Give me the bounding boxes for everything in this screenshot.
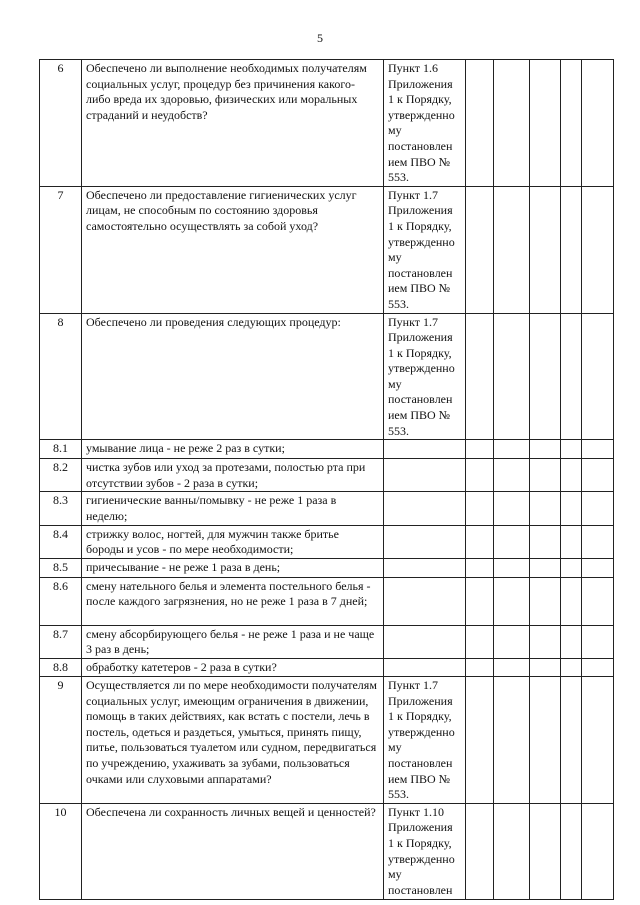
row-number: 8.5 [40, 558, 82, 577]
answer-cell [494, 525, 530, 558]
answer-cell [582, 60, 614, 187]
question-text: Осуществляется ли по мере необходимости получателям социальных услуг, имеющим ограничения в движении, помощь в таких действиях, как встать с постели, лечь в постель, одеться и раздеться, умыться, принять пищу, питье, пользоваться туалетом или судном, передвигаться по учреждению, ухаживать за зубами, пользоваться очками или слуховыми аппаратами? [82, 677, 384, 804]
table-row [40, 558, 614, 577]
question-text: обработку катетеров - 2 раза в сутки? [82, 659, 384, 677]
answer-cell [530, 459, 561, 492]
question-text: стрижку волос, ногтей, для мужчин также бритье бороды и усов - по мере необходимости; [82, 525, 384, 558]
answer-cell [494, 492, 530, 525]
answer-cell [530, 577, 561, 625]
answer-cell [530, 677, 561, 804]
table-row [40, 625, 614, 658]
legal-reference [384, 459, 466, 492]
legal-reference [384, 492, 466, 525]
row-number: 7 [40, 186, 82, 313]
table-row [40, 186, 614, 313]
answer-cell [494, 625, 530, 658]
table-row [40, 440, 614, 459]
question-text: умывание лица - не реже 2 раз в сутки; [82, 440, 384, 459]
question-text: гигиенические ванны/помывку - не реже 1 раза в неделю; [82, 492, 384, 525]
answer-cell [494, 659, 530, 677]
answer-cell [561, 803, 582, 899]
answer-cell [582, 577, 614, 625]
answer-cell [561, 440, 582, 459]
table-row [40, 492, 614, 525]
question-text: чистка зубов или уход за протезами, полостью рта при отсутствии зубов - 2 раза в сутки; [82, 459, 384, 492]
question-text: Обеспечено ли предоставление гигиенических услуг лицам, не способным по состоянию здоровья самостоятельно осуществлять за собой уход? [82, 186, 384, 313]
table-row [40, 459, 614, 492]
legal-reference: Пункт 1.7 Приложения 1 к Порядку, утвержденно му постановлен ием ПВО № 553. [384, 313, 466, 440]
answer-cell [466, 558, 494, 577]
answer-cell [530, 803, 561, 899]
question-text: причесывание - не реже 1 раза в день; [82, 558, 384, 577]
answer-cell [561, 525, 582, 558]
answer-cell [561, 625, 582, 658]
answer-cell [530, 659, 561, 677]
question-text: Обеспечено ли проведения следующих процедур: [82, 313, 384, 440]
answer-cell [466, 440, 494, 459]
row-number: 8.1 [40, 440, 82, 459]
answer-cell [466, 459, 494, 492]
question-text: Обеспечено ли выполнение необходимых получателям социальных услуг, процедур без причинения какого-либо вреда их здоровью, физических или моральных страданий и неудобств? [82, 60, 384, 187]
answer-cell [561, 313, 582, 440]
answer-cell [494, 677, 530, 804]
answer-cell [582, 440, 614, 459]
answer-cell [530, 492, 561, 525]
answer-cell [494, 803, 530, 899]
legal-reference [384, 625, 466, 658]
question-text: смену абсорбирующего белья - не реже 1 раза и не чаще 3 раз в день; [82, 625, 384, 658]
answer-cell [530, 525, 561, 558]
answer-cell [494, 577, 530, 625]
answer-cell [561, 558, 582, 577]
table-row [40, 60, 614, 187]
question-text: Обеспечена ли сохранность личных вещей и ценностей? [82, 803, 384, 899]
answer-cell [494, 440, 530, 459]
answer-cell [582, 459, 614, 492]
answer-cell [466, 577, 494, 625]
answer-cell [494, 60, 530, 187]
answer-cell [530, 186, 561, 313]
page-number: 5 [317, 31, 323, 45]
answer-cell [494, 313, 530, 440]
answer-cell [466, 803, 494, 899]
legal-reference [384, 525, 466, 558]
legal-reference: Пункт 1.7 Приложения 1 к Порядку, утвержденно му постановлен ием ПВО № 553. [384, 186, 466, 313]
row-number: 8 [40, 313, 82, 440]
row-number: 6 [40, 60, 82, 187]
legal-reference [384, 558, 466, 577]
answer-cell [466, 60, 494, 187]
table-row [40, 659, 614, 677]
answer-cell [494, 558, 530, 577]
row-number: 8.6 [40, 577, 82, 625]
row-number: 8.2 [40, 459, 82, 492]
answer-cell [582, 625, 614, 658]
answer-cell [561, 577, 582, 625]
table-row [40, 313, 614, 440]
answer-cell [561, 492, 582, 525]
answer-cell [561, 186, 582, 313]
answer-cell [494, 186, 530, 313]
legal-reference: Пункт 1.10 Приложения 1 к Порядку, утвержденно му постановлен [384, 803, 466, 899]
answer-cell [466, 659, 494, 677]
answer-cell [561, 677, 582, 804]
answer-cell [466, 186, 494, 313]
legal-reference: Пункт 1.7 Приложения 1 к Порядку, утвержденно му постановлен ием ПВО № 553. [384, 677, 466, 804]
answer-cell [530, 625, 561, 658]
answer-cell [494, 459, 530, 492]
row-number: 9 [40, 677, 82, 804]
row-number: 8.8 [40, 659, 82, 677]
question-text: смену нательного белья и элемента постельного белья - после каждого загрязнения, но не реже 1 раза в 7 дней; [82, 577, 384, 625]
answer-cell [582, 659, 614, 677]
legal-reference: Пункт 1.6 Приложения 1 к Порядку, утвержденно му постановлен ием ПВО № 553. [384, 60, 466, 187]
legal-reference [384, 440, 466, 459]
row-number: 10 [40, 803, 82, 899]
table-row [40, 577, 614, 625]
answer-cell [582, 313, 614, 440]
answer-cell [582, 492, 614, 525]
checklist-table [39, 59, 614, 900]
answer-cell [466, 525, 494, 558]
answer-cell [582, 186, 614, 313]
legal-reference [384, 577, 466, 625]
row-number: 8.3 [40, 492, 82, 525]
row-number: 8.7 [40, 625, 82, 658]
answer-cell [530, 313, 561, 440]
answer-cell [561, 459, 582, 492]
answer-cell [466, 313, 494, 440]
answer-cell [530, 60, 561, 187]
answer-cell [530, 558, 561, 577]
answer-cell [582, 525, 614, 558]
answer-cell [530, 440, 561, 459]
table-row [40, 677, 614, 804]
table-row [40, 525, 614, 558]
answer-cell [582, 677, 614, 804]
answer-cell [466, 492, 494, 525]
answer-cell [582, 803, 614, 899]
answer-cell [561, 659, 582, 677]
table-row [40, 803, 614, 899]
answer-cell [561, 60, 582, 187]
answer-cell [466, 677, 494, 804]
answer-cell [582, 558, 614, 577]
answer-cell [466, 625, 494, 658]
row-number: 8.4 [40, 525, 82, 558]
legal-reference [384, 659, 466, 677]
